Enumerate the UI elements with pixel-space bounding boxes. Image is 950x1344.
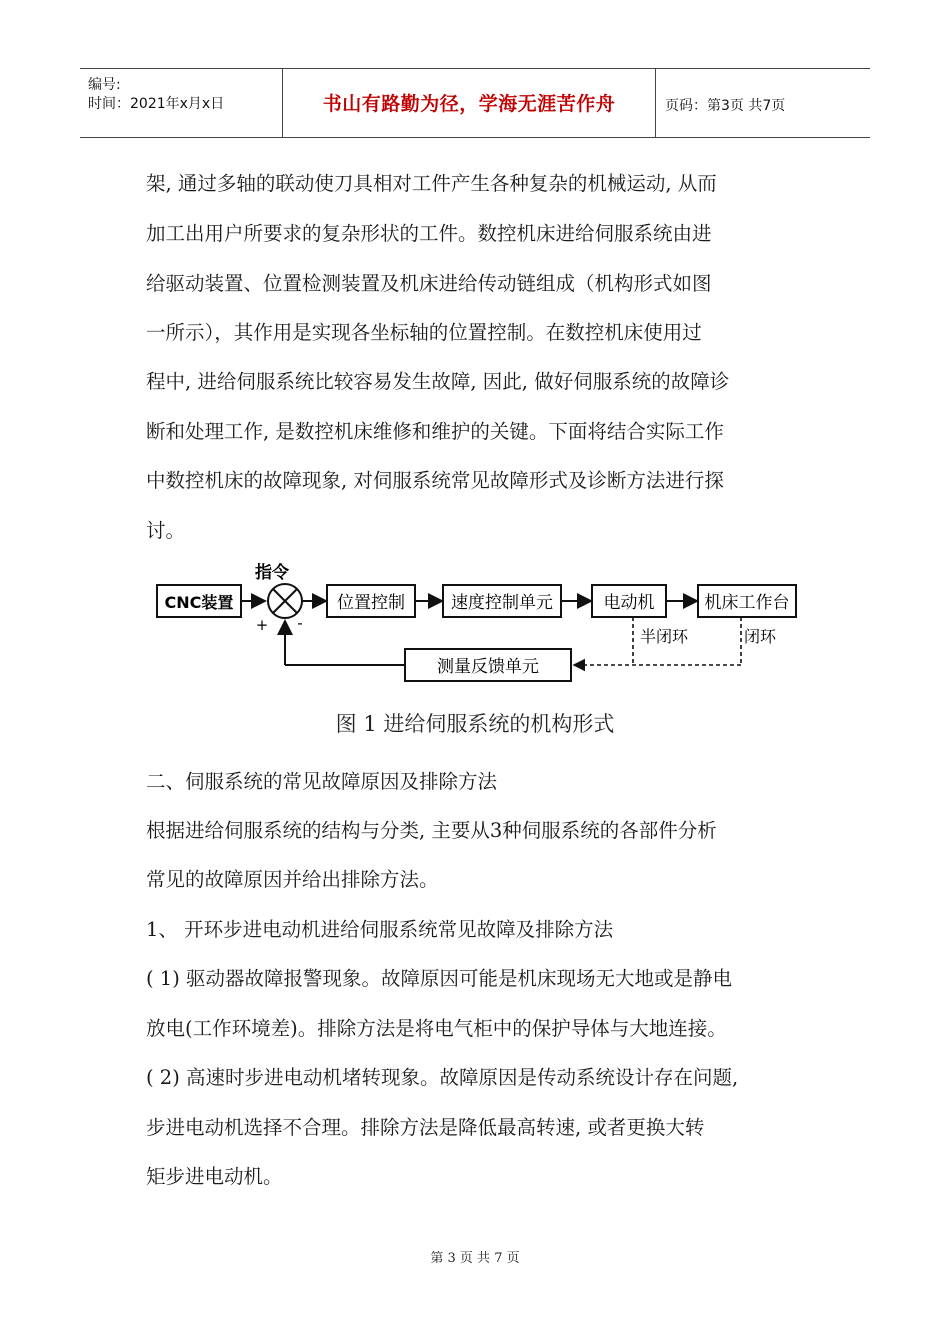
minus-sign: -: [297, 614, 303, 632]
body-line: 矩步进电动机。: [146, 1165, 283, 1188]
time-label: 时间：2021年x月x日: [88, 96, 225, 112]
body-line: 程中, 进给伺服系统比较容易发生故障, 因此, 做好伺服系统的故障诊: [146, 370, 730, 393]
section-title: 二、伺服系统的常见故障原因及排除方法: [146, 770, 498, 793]
page-footer: 第 3 页 共 7 页: [430, 1251, 520, 1266]
feedback-unit-label: 测量反馈单元: [437, 657, 539, 677]
plus-sign: +: [255, 616, 269, 634]
command-label: 指令: [255, 563, 289, 583]
body-line: 加工出用户所要求的复杂形状的工件。数控机床进给伺服系统由进: [146, 222, 712, 245]
motor-label: 电动机: [603, 593, 655, 613]
body-line: 常见的故障原因并给出排除方法。: [146, 868, 439, 891]
position-control-label: 位置控制: [337, 593, 405, 613]
machine-table-label: 机床工作台: [704, 593, 790, 613]
speed-control-label: 速度控制单元: [451, 593, 553, 613]
body-line: 讨。: [146, 519, 186, 542]
figure-caption: 图 1 进给伺服系统的机构形式: [335, 712, 615, 736]
motto-text: 书山有路勤为径，学海无涯苦作舟: [322, 93, 616, 115]
body-line: 断和处理工作, 是数控机床维修和维护的关键。下面将结合实际工作: [146, 420, 724, 443]
subsection-title: 1、 开环步进电动机进给伺服系统常见故障及排除方法: [146, 918, 614, 941]
body-line: 一所示），其作用是实现各坐标轴的位置控制。在数控机床使用过: [146, 321, 702, 344]
closed-label: 闭环: [744, 627, 777, 646]
body-line: 中数控机床的故障现象, 对伺服系统常见故障形式及诊断方法进行探: [146, 469, 724, 492]
body-line: 放电(工作环境差)。排除方法是将电气柜中的保护导体与大地连接。: [146, 1017, 727, 1040]
body-line: 给驱动装置、位置检测装置及机床进给传动链组成（机构形式如图: [146, 272, 712, 295]
code-label: 编号:: [88, 77, 121, 93]
cnc-label: CNC装置: [164, 593, 234, 612]
body-line: ( 2) 高速时步进电动机堵转现象。故障原因是传动系统设计存在问题,: [146, 1066, 739, 1089]
semi-closed-label: 半闭环: [640, 627, 689, 646]
page-info: 页码：第3页 共7页: [665, 98, 786, 114]
body-line: ( 1) 驱动器故障报警现象。故障原因可能是机床现场无大地或是静电: [146, 967, 733, 990]
body-line: 根据进给伺服系统的结构与分类, 主要从3种伺服系统的各部件分析: [146, 819, 717, 842]
body-line: 架, 通过多轴的联动使刀具相对工件产生各种复杂的机械运动, 从而: [146, 172, 717, 195]
body-line: 步进电动机选择不合理。排除方法是降低最高转速, 或者更换大转: [146, 1116, 705, 1139]
